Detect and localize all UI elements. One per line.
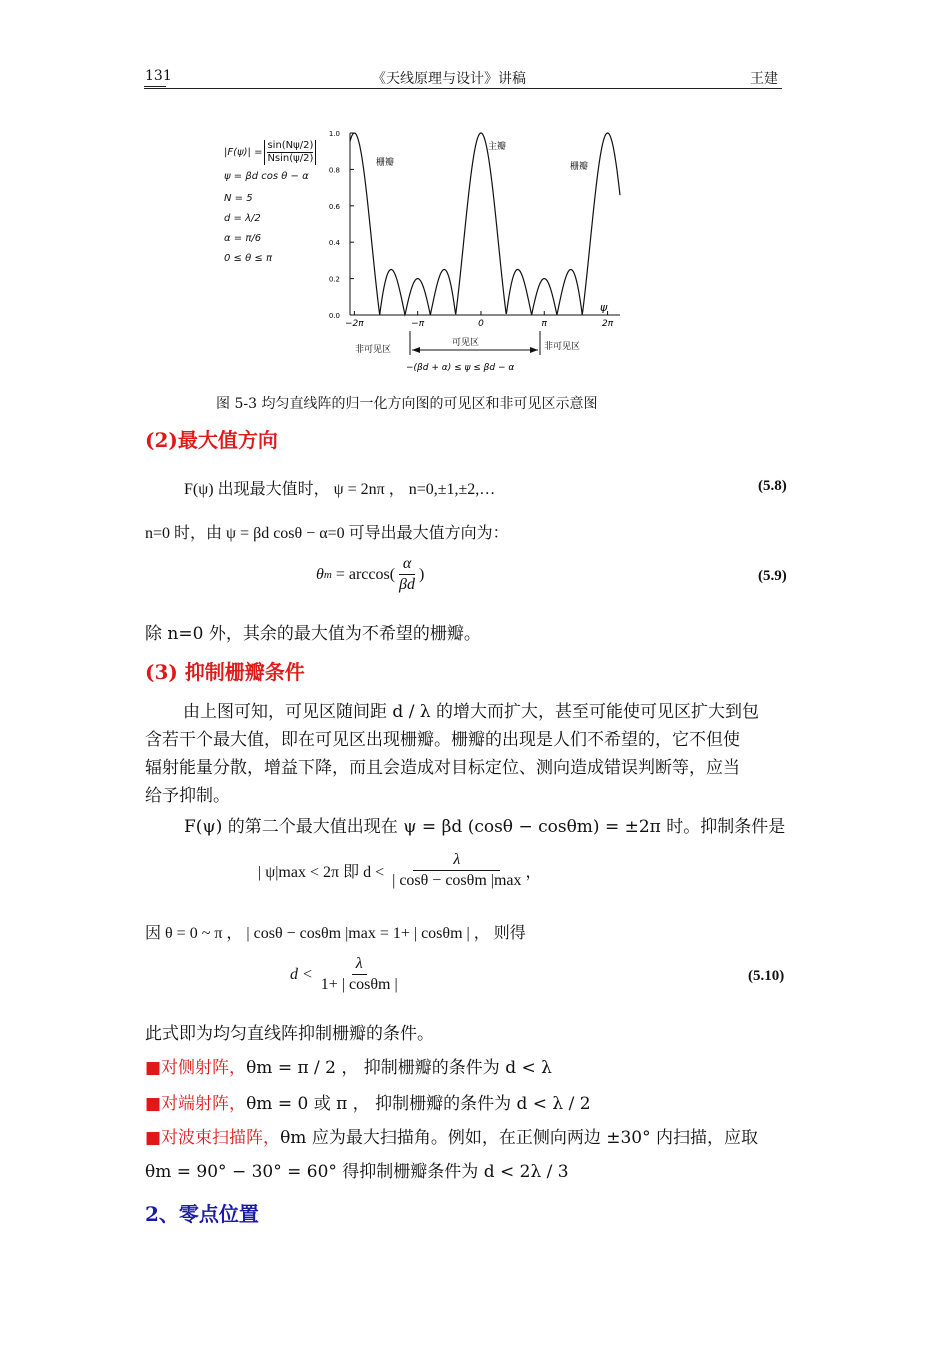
x-axis-label: ψ	[600, 301, 608, 314]
eq510-denominator: 1+ | cosθm |	[320, 976, 398, 993]
figure-params	[224, 140, 316, 269]
eq510-numerator: λ	[352, 954, 367, 975]
y-tick-label: 0.4	[328, 239, 340, 248]
equation-5-10-number: (5.10)	[748, 968, 785, 984]
eq59-sub: m	[323, 568, 332, 581]
because-line: 因 θ = 0 ~ π ， | cosθ − cosθm |max = 1+ | cosθm | ， 则得	[145, 925, 526, 942]
bullet-scan	[145, 1124, 758, 1152]
param-N: N = 5	[224, 193, 253, 204]
param-alpha: α = π/6	[224, 233, 262, 244]
cond-denominator: | cosθ − cosθm |max	[392, 872, 522, 889]
bullet-scan-line2: θm = 90° − 30° = 60° 得抑制栅瓣条件为 d < 2λ / 3	[145, 1162, 569, 1182]
cond-end: ，	[525, 864, 542, 881]
y-tick-label: 0.8	[328, 166, 340, 175]
section-heading-max-direction: (2)最大值方向	[145, 428, 278, 452]
header-title: 《天线原理与设计》讲稿	[372, 71, 526, 87]
y-tick-label: 0.2	[328, 275, 340, 284]
formula-psi: ψ = βd cos θ − α	[224, 171, 309, 182]
para1-line4: 给予抑制。	[145, 786, 230, 806]
equation-5-9-number: (5.9)	[758, 568, 787, 584]
equation-5-8-number: (5.8)	[758, 478, 787, 494]
eq59-theta: θ	[316, 565, 324, 583]
param-theta: 0 ≤ θ ≤ π	[224, 253, 272, 264]
formula-F-den: Nsin(ψ/2)	[267, 153, 314, 164]
bullet-endfire-text: θm = 0 或 π ， 抑制栅瓣的条件为 d < λ / 2	[246, 1094, 591, 1114]
equation-5-8-text: F(ψ) 出现最大值时， ψ = 2nπ ， n=0,±1,±2,…	[184, 481, 496, 498]
eq510-lhs: d <	[290, 965, 313, 983]
param-d: d = λ/2	[224, 213, 261, 224]
x-tick-label: 2π	[601, 319, 614, 329]
label-grating-left: 栅瓣	[376, 158, 395, 168]
equation-5-9	[316, 554, 424, 595]
cond-numerator: λ	[413, 850, 500, 871]
para1-line1: 由上图可知，可见区随间距 d / λ 的增大而扩大，甚至可能使可见区扩大到包	[183, 702, 759, 722]
header-author: 王建	[750, 71, 778, 87]
x-tick-label: 0	[478, 319, 484, 329]
eq59-denominator: βd	[399, 576, 415, 593]
formula-F-lhs: |F(ψ)| =	[224, 146, 263, 158]
bullet-broadside-label: ■对侧射阵，	[145, 1058, 247, 1078]
bullet-scan-label: ■对波束扫描阵，	[145, 1128, 281, 1148]
page-number: 131	[145, 68, 172, 84]
section-heading-suppress-grating: (3) 抑制栅瓣条件	[145, 660, 305, 684]
label-grating-right: 栅瓣	[570, 162, 589, 172]
figure-caption: 图 5-3 均匀直线阵的归一化方向图的可见区和非可见区示意图	[216, 396, 598, 412]
y-tick-label: 1.0	[328, 130, 340, 138]
label-main-lobe: 主瓣	[488, 142, 507, 152]
x-tick-label: π	[541, 319, 547, 329]
bullet-broadside-text: θm = π / 2 ， 抑制栅瓣的条件为 d < λ	[246, 1058, 552, 1078]
suppress-condition	[258, 850, 542, 891]
max-direction-line: n=0 时，由 ψ = βd cosθ − α=0 可导出最大值方向为：	[145, 525, 509, 542]
bullet-scan-text: θm 应为最大扫描角。例如，在正侧向两边 ±30° 内扫描，应取	[280, 1128, 759, 1148]
x-tick-label: −2π	[345, 319, 364, 329]
bullet-broadside	[145, 1054, 552, 1082]
eq59-close: )	[419, 565, 425, 583]
bullet-endfire-label: ■对端射阵，	[145, 1094, 247, 1114]
array-factor-chart	[320, 125, 640, 385]
grating-lobe-note: 除 n=0 外，其余的最大值为不希望的栅瓣。	[145, 624, 481, 644]
cond-lhs: | ψ|max < 2π 即 d <	[258, 864, 385, 881]
condition-statement: 此式即为均匀直线阵抑制栅瓣的条件。	[145, 1024, 434, 1044]
equation-5-10	[290, 954, 402, 995]
bullet-endfire	[145, 1090, 591, 1118]
x-tick-label: −π	[411, 319, 425, 329]
label-invisible-right: 非可见区	[544, 342, 581, 352]
eq59-arccos: = arccos(	[335, 565, 396, 583]
second-max-line: F(ψ) 的第二个最大值出现在 ψ = βd (cosθ − cosθm) = ±2π 时。抑制条件是	[184, 817, 786, 837]
visible-range-formula: −(βd + α) ≤ ψ ≤ βd − α	[406, 363, 515, 373]
section-heading-null-position: 2、零点位置	[145, 1202, 259, 1226]
y-tick-label: 0.6	[328, 202, 340, 211]
y-tick-label: 0.0	[328, 312, 340, 320]
formula-F-num: sin(Nψ/2)	[267, 140, 314, 151]
para1-line2: 含若干个最大值，即在可见区出现栅瓣。栅瓣的出现是人们不希望的，它不但使	[145, 730, 740, 750]
para1-line3: 辐射能量分散，增益下降，而且会造成对目标定位、测向造成错误判断等，应当	[145, 758, 740, 778]
chart-axes	[329, 130, 620, 329]
label-invisible-left: 非可见区	[355, 345, 392, 355]
header-rule	[144, 88, 782, 89]
eq59-numerator: α	[399, 554, 415, 575]
paragraph-grating	[145, 698, 785, 810]
label-visible: 可见区	[452, 338, 480, 348]
equation-5-8	[184, 476, 495, 499]
